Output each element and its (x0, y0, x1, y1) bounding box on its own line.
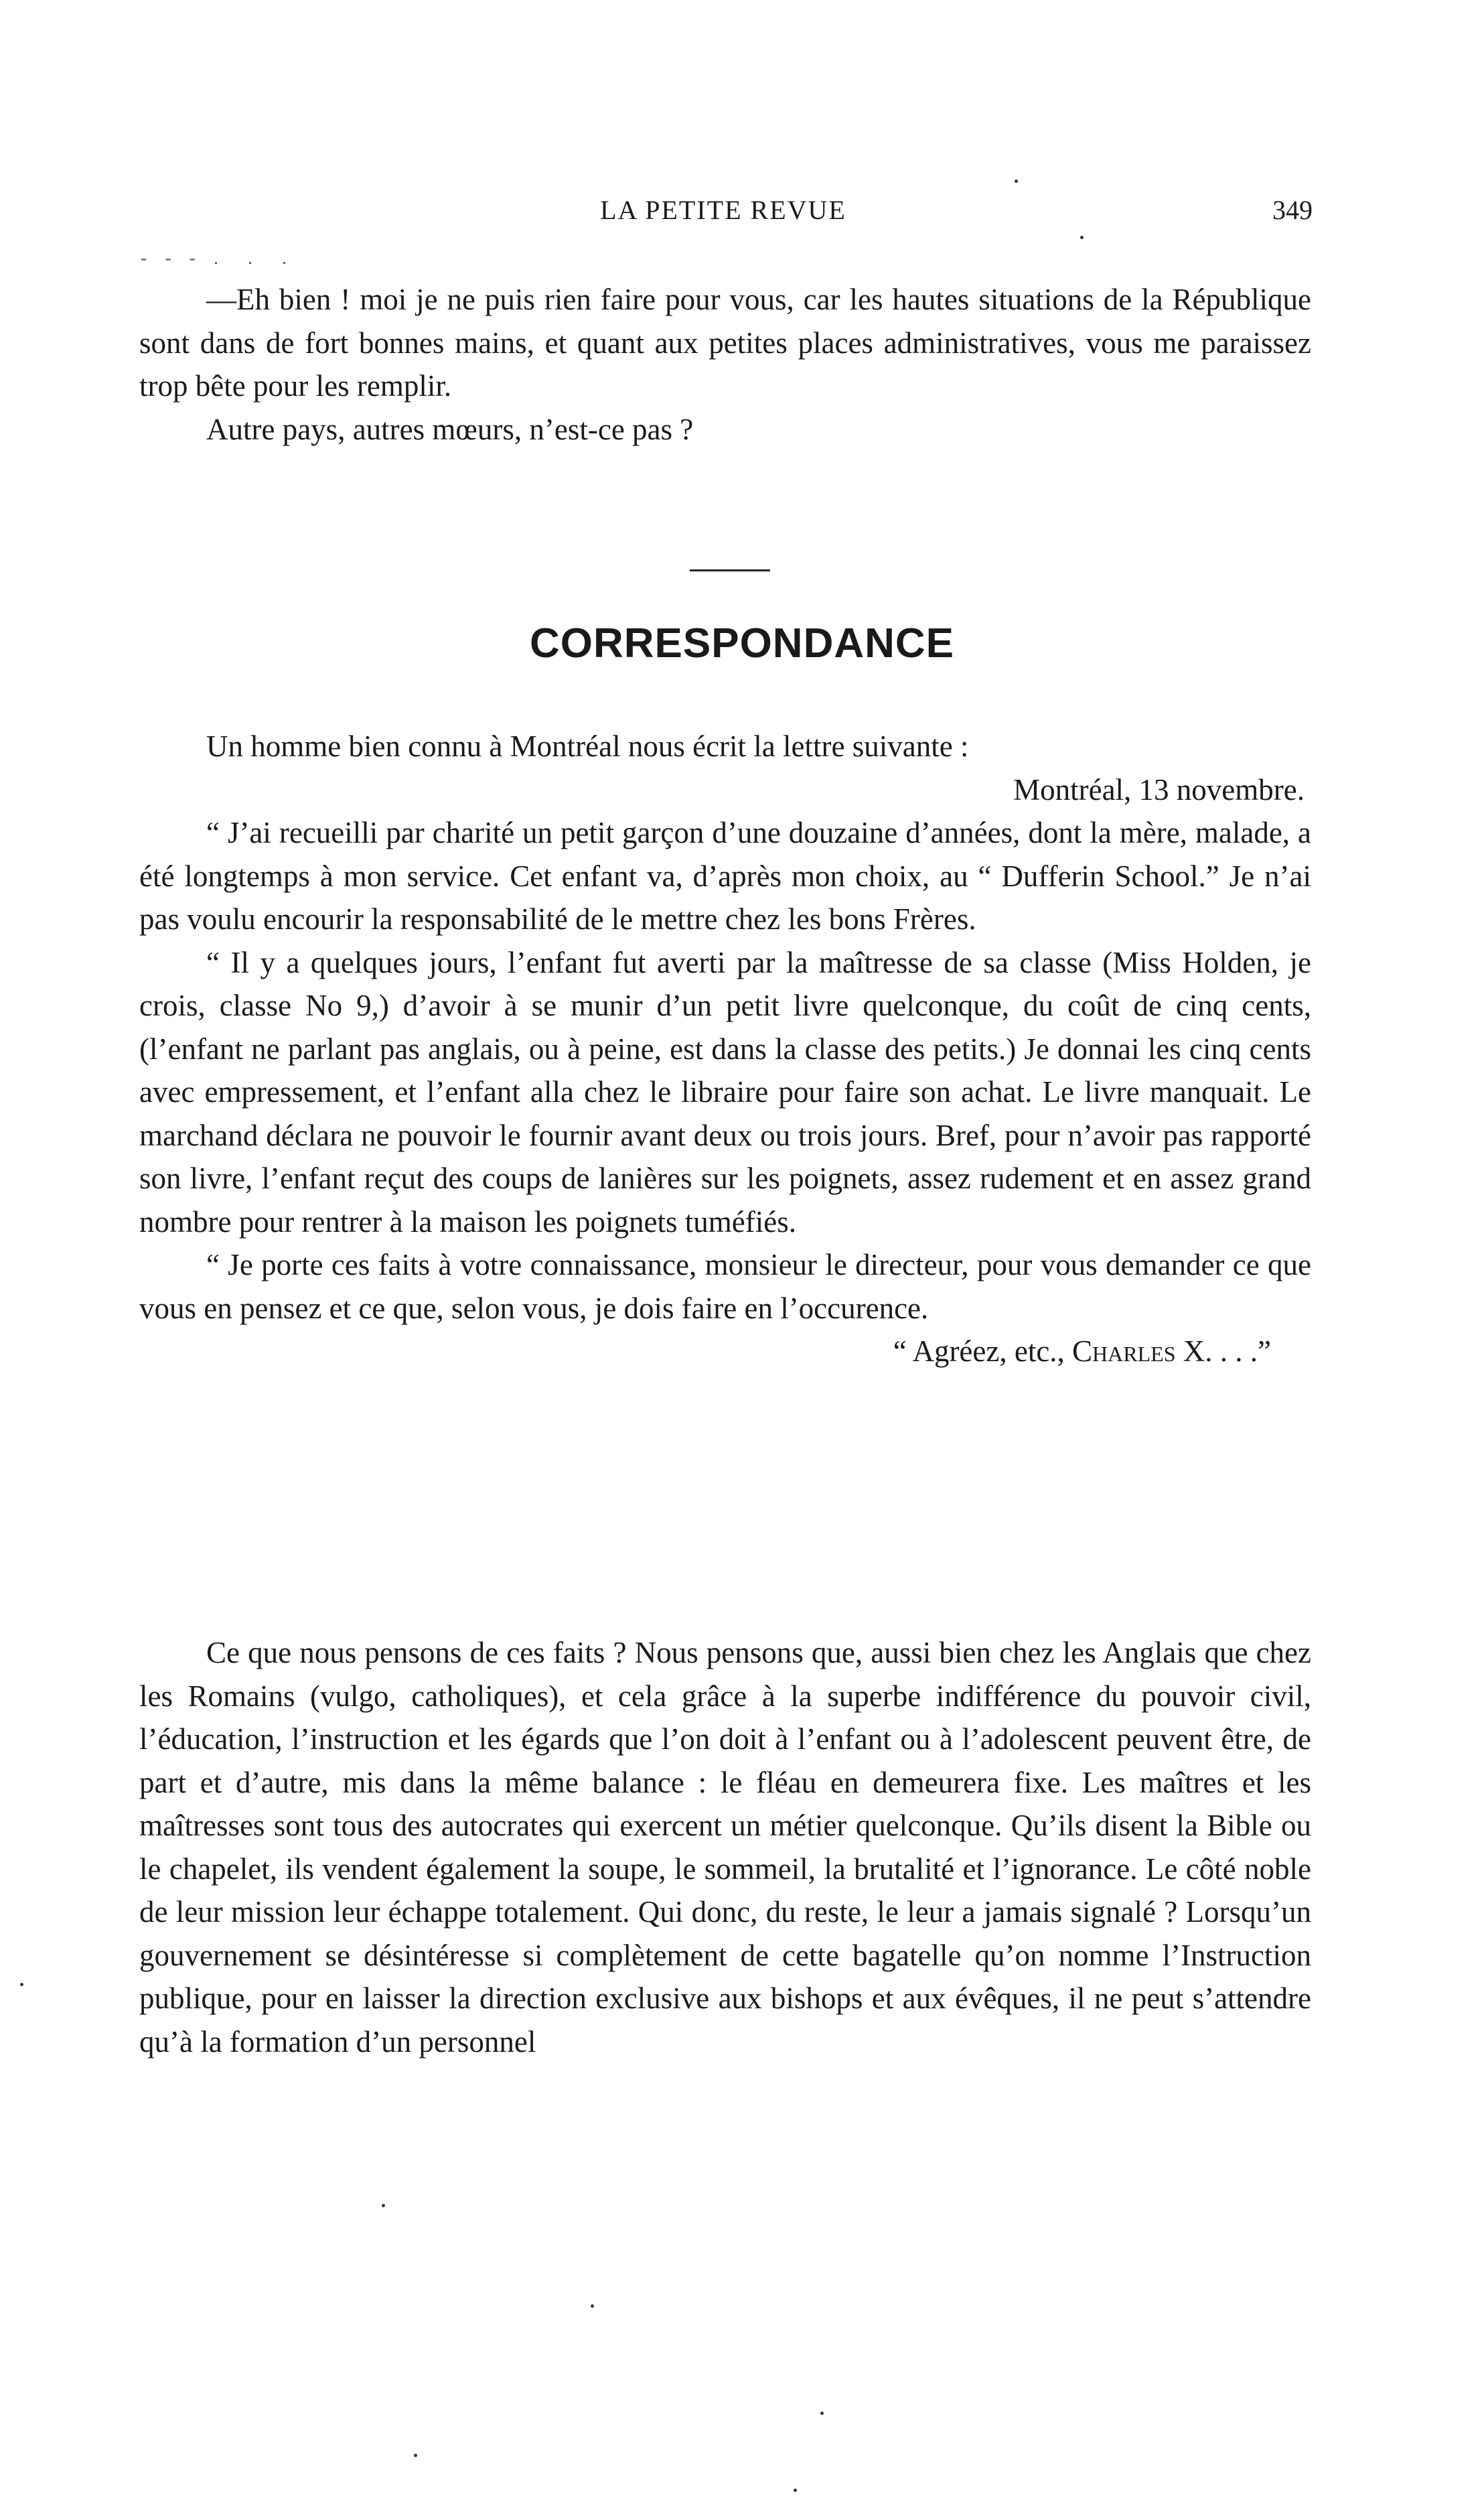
print-speck (1015, 180, 1018, 183)
print-speck (1080, 236, 1084, 239)
intro-text (139, 278, 1311, 451)
print-speck (794, 2489, 797, 2492)
running-head (134, 194, 1313, 234)
section-title: CORRESPONDANCE (529, 620, 955, 667)
letter (139, 725, 1311, 1373)
section-divider (690, 569, 770, 571)
page-number: 349 (1272, 195, 1313, 225)
letter-intro: Un homme bien connu à Montréal nous écrit la lettre suivante : (206, 729, 969, 763)
letter-closing (139, 1330, 1311, 1373)
commentary (139, 1631, 1311, 2063)
intro-paragraph: Autre pays, autres mœurs, n’est-ce pas ? (206, 412, 694, 446)
print-speck (382, 2204, 385, 2207)
header-rule: - - - . . . (141, 248, 293, 269)
letter-signature: Charles X. . . .” (1072, 1334, 1271, 1368)
print-speck (591, 2304, 594, 2308)
letter-paragraph: “ Je porte ces faits à votre connaissance, monsieur le directeur, pour vous demander ce que vous en pensez et ce que, selon vous, je dois faire en l’occurence. (139, 1248, 1311, 1325)
intro-paragraph: —Eh bien ! moi je ne puis rien faire pour vous, car les hautes situations de la République sont dans de fort bonnes mains, et quant aux petites places administratives, vous me paraissez trop bête pour les remplir. (139, 283, 1311, 403)
commentary-paragraph: Ce que nous pensons de ces faits ? Nous pensons que, aussi bien chez les Anglais que chez les Romains (vulgo, catholiques), et cela grâce à la superbe indifférence du pouvoir civil, l’éducation, l’instruction et les égards que l’on doit à l’enfant ou à l’adolescent peuvent être, de part et d’autre, mis dans la même balance : le fléau en demeurera fixe. Les maîtres et les maîtresses sont tous des autocrates qui exercent un métier quelconque. Qu’ils disent la Bible ou le chapelet, ils vendent également la soupe, le sommeil, la brutalité et l’ignorance. Le côté noble de leur mission leur échappe totalement. Qui donc, du reste, le leur a jamais signalé ? Lorsqu’un gouvernement se désintéresse si complètement de cette bagatelle qu’on nomme l’Instruction publique, pour en laisser la direction exclusive aux bishops et aux évêques, il ne peut s’attendre qu’à la formation d’un personnel (139, 1636, 1311, 2059)
running-title: LA PETITE REVUE (600, 195, 846, 225)
closing-prefix: “ Agréez, etc., (893, 1334, 1073, 1368)
print-speck (820, 2412, 824, 2415)
letter-paragraph: “ Il y a quelques jours, l’enfant fut averti par la maîtresse de sa classe (Miss Holden, je crois, classe No 9,) d’avoir à se munir d’un petit livre quelconque, du coût de cinq cents, (l’enfant ne parlant pas anglais, ou à peine, est dans la classe des petits.) Je donnai les cinq cents avec empressement, et l’enfant alla chez le libraire pour faire son achat. Le livre manquait. Le marchand déclara ne pouvoir le fournir avant deux ou trois jours. Bref, pour n’avoir pas rapporté son livre, l’enfant reçut des coups de lanières sur les poignets, assez rudement et en assez grand nombre pour rentrer à la maison les poignets tuméfiés. (139, 945, 1311, 1239)
print-speck (414, 2454, 417, 2457)
print-speck (20, 1983, 23, 1986)
letter-dateline: Montréal, 13 novembre. (1013, 772, 1305, 807)
letter-paragraph: “ J’ai recueilli par charité un petit garçon d’une douzaine d’années, dont la mère, malade, a été longtemps à mon service. Cet enfant va, d’après mon choix, au “ Dufferin School.” Je n’ai pas voulu encourir la responsabilité de le mettre chez les bons Frères. (139, 816, 1311, 936)
